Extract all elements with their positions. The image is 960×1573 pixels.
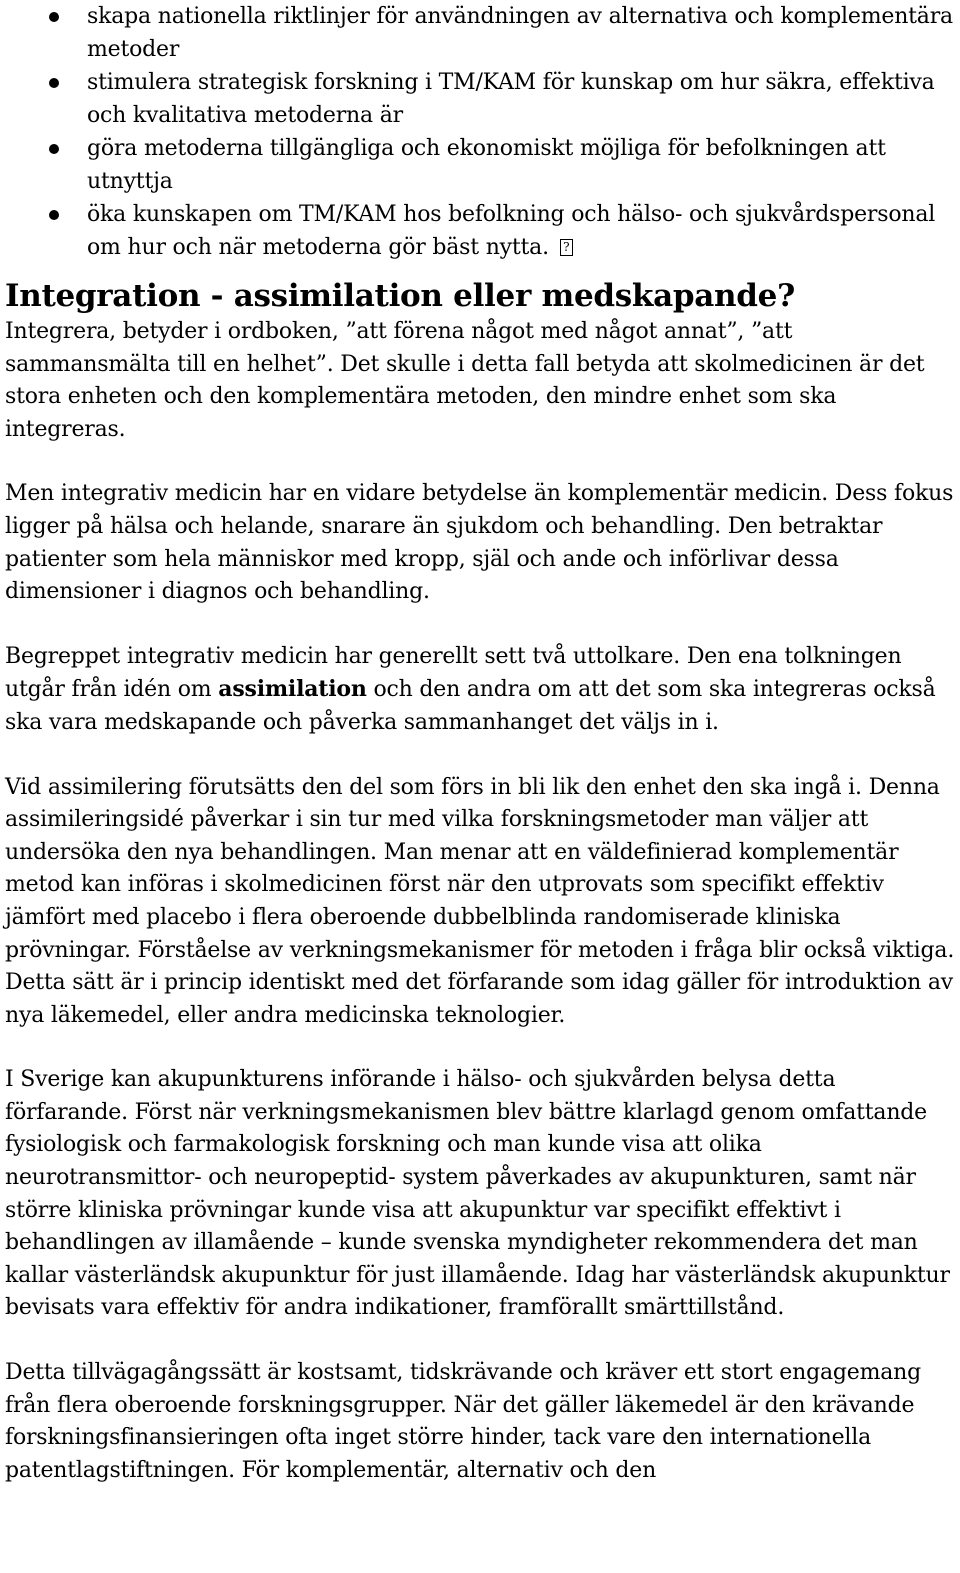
paragraph-assimilation: Vid assimilering förutsätts den del som förs in bli lik den enhet den ska ingå i. Denna assimileringsidé påverkar i sin tur med vilka forskningsmetoder man väljer att undersöka den nya behandlingen. Man menar att en väldefinierad komplementär metod kan införas i skolmedicinen först när den utprovats som specifikt effektiv jämfört med placebo i flera oberoende dubbelblinda randomiserade kliniska prövningar. Förståelse av verkningsmekanismer för metoden i fråga blir också viktiga. Detta sätt är i princip identiskt med det förfarande som idag gäller för introduktion av nya läkemedel, eller andra medicinska teknologier. (5, 774, 955, 1028)
paragraph-definition: Integrera, betyder i ordboken, ”att förena något med något annat”, ”att sammansmälta till en helhet”. Det skulle i detta fall betyda att skolmedicinen är det stora enheten och den komplementära metoden, den mindre enhet som ska integreras. (5, 319, 925, 442)
bullet-icon (49, 210, 59, 220)
bullet-icon (49, 78, 59, 88)
list-item (5, 198, 957, 264)
bullet-text: stimulera strategisk forskning i TM/KAM för kunskap om hur säkra, effektiva och kvalitativa metoderna är (87, 70, 935, 128)
paragraph-integrative-medicine: Men integrativ medicin har en vidare betydelse än komplementär medicin. Dess fokus ligger på hälsa och helande, snarare än sjukdom och behandling. Den betraktar patienter som hela människor med kropp, själ och ande och införlivar dessa dimensioner i diagnos och behandling. (5, 481, 954, 605)
paragraph-cost: Detta tillvägagångssätt är kostsamt, tidskrävande och kräver ett stort engagemang från flera oberoende forskningsgrupper. När det gäller läkemedel är den krävande forskningsfinansieringen ofta inget större hinder, tack vare den internationella patentlagstiftningen. För komplementär, alternativ och den (5, 1360, 922, 1483)
bullet-icon (49, 144, 59, 154)
bullet-icon (49, 12, 59, 22)
missing-glyph-icon (560, 239, 573, 256)
document-page (5, 0, 957, 1487)
paragraph-acupuncture-example: I Sverige kan akupunkturens införande i hälso- och sjukvården belysa detta förfarande. Först när verkningsmekanismen blev bättre klarlagd genom omfattande fysiologisk och farmakologisk forskning och man kunde visa att olika neurotransmittor- och neuropeptid- system påverkades av akupunkturen, samt när större kliniska prövningar kunde visa att akupunktur var specifikt effektivt i behandlingen av illamående – kunde svenska myndigheter rekommendera det man kallar västerländsk akupunktur för just illamående. Idag har västerländsk akupunktur bevisats vara effektiv för andra indikationer, framförallt smärttillstånd. (5, 1067, 950, 1321)
paragraph-interpretations (5, 641, 957, 740)
list-item (5, 0, 957, 66)
section-heading: Integration - assimilation eller medskapande? (5, 278, 795, 314)
bullet-text: öka kunskapen om TM/KAM hos befolkning och hälso- och sjukvårdspersonal om hur och när metoderna gör bäst nytta. (87, 202, 936, 260)
bullet-list (5, 0, 957, 264)
paragraph-text: Begreppet integrativ medicin har generellt sett två uttolkare. Den ena tolkningen utgår från idén om (5, 643, 902, 703)
emphasis-assimilation: assimilation (218, 676, 367, 703)
bullet-text: göra metoderna tillgängliga och ekonomiskt möjliga för befolkningen att utnyttja (87, 136, 886, 194)
list-item (5, 66, 957, 132)
list-item (5, 132, 957, 198)
bullet-text: skapa nationella riktlinjer för användningen av alternativa och komplementära metoder (87, 4, 953, 62)
paragraph-text: och den andra om att det som ska integreras också ska vara medskapande och påverka sammanhanget det väljs in i. (5, 677, 936, 735)
